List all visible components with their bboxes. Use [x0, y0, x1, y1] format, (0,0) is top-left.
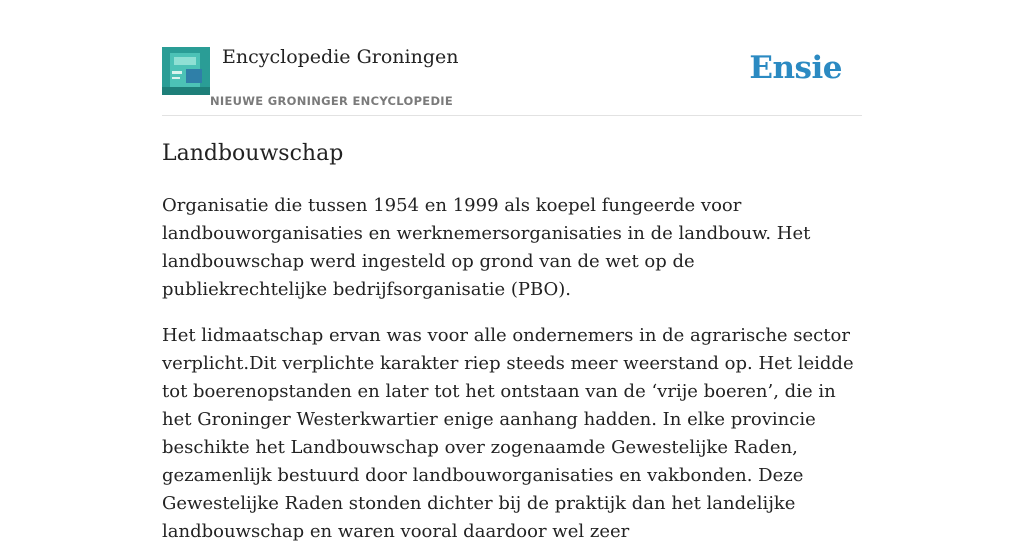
article-paragraph: Organisatie die tussen 1954 en 1999 als koepel fungeerde voor landbouworganisaties en werknemersorganisaties in de landbouw. Het landbouwschap werd ingesteld op grond van de wet op de publiekrechtelijke bedrijfsorganisatie (PBO). — [162, 195, 811, 300]
encyclopedia-cover-icon[interactable] — [162, 47, 210, 95]
header-divider — [162, 115, 862, 116]
site-subtitle: NIEUWE GRONINGER ENCYCLOPEDIE — [210, 94, 454, 108]
site-header — [162, 44, 862, 116]
site-title[interactable]: Encyclopedie Groningen — [222, 46, 459, 68]
brand-logo[interactable]: Ensie — [749, 50, 842, 86]
article — [162, 138, 862, 546]
article-paragraph: Het lidmaatschap ervan was voor alle ondernemers in de agrarische sector verplicht.Dit verplichte karakter riep steeds meer weerstand op. Het leidde tot boerenopstanden en later tot het ontstaan van de ‘vrije boeren’, die in het Groninger Westerkwartier enige aanhang hadden. In elke provincie beschikte het Landbouwschap over zogenaamde Gewestelijke Raden, gezamenlijk bestuurd door landbouworganisaties en vakbonden. Deze Gewestelijke Raden stonden dichter bij de praktijk dan het landelijke landbouwschap en waren vooral daardoor wel zeer — [162, 325, 854, 542]
article-title: Landbouwschap — [162, 141, 344, 166]
